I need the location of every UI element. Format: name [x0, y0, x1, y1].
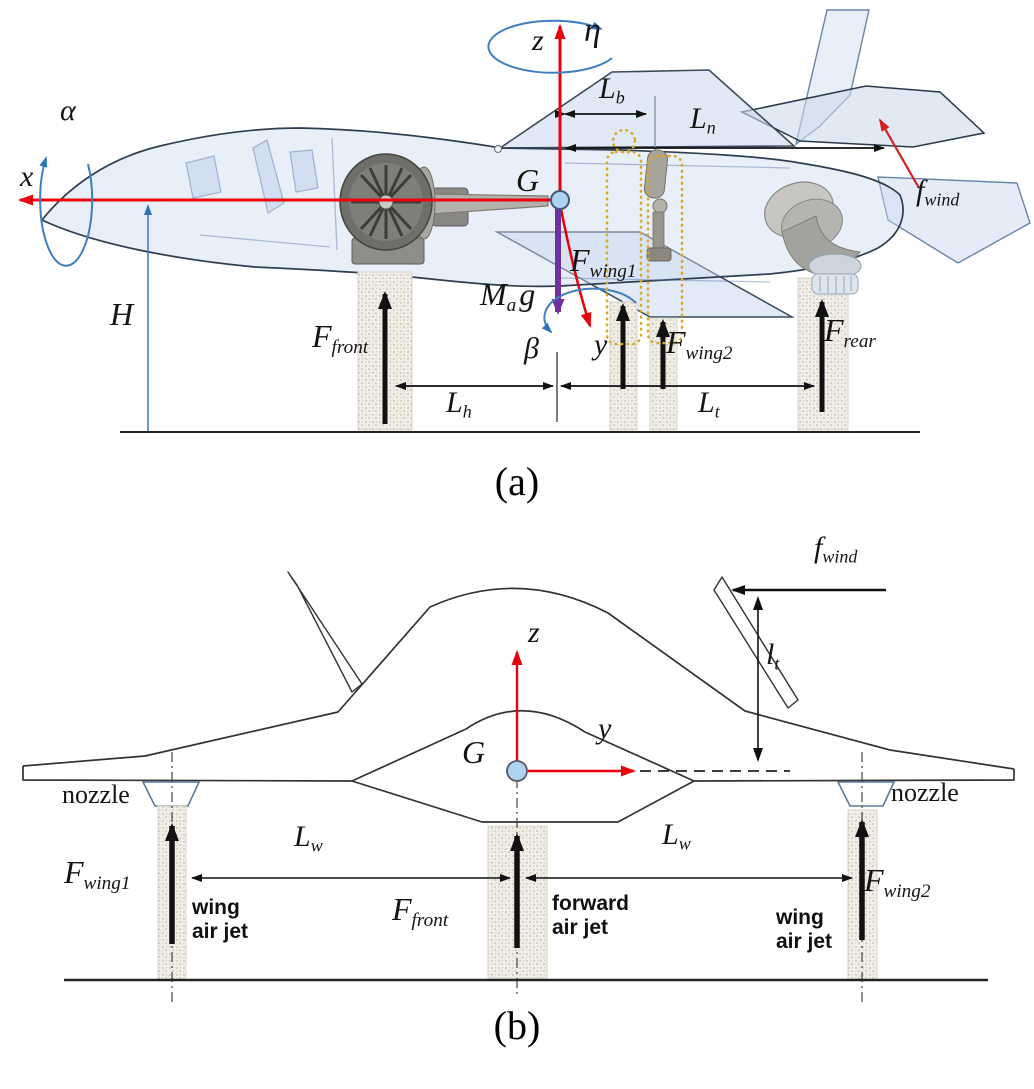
force-arrows-b	[172, 818, 862, 948]
label-force-Fwing2-a: $F_{wing2}$	[666, 324, 733, 364]
label-cg-b: G	[462, 734, 486, 770]
label-dim-Lh: $L_h$	[446, 386, 472, 422]
label-dim-Lt: $L_t$	[698, 386, 720, 422]
label-dim-Lb: $L_b$	[599, 72, 625, 108]
label-z-axis-b: z	[528, 616, 540, 649]
label-dim-Ln: $L_n$	[690, 102, 716, 138]
label-force-Fwing1-a: $F_{wing1}$	[570, 242, 637, 282]
label-z-axis-a: z	[532, 24, 544, 57]
label-dim-Lw-right: $L_w$	[662, 818, 691, 854]
label-roll-angle-alpha: α	[60, 94, 76, 127]
label-force-Ffront-b: $F_{front}$	[392, 891, 449, 931]
label-wind-force-a: $f_{wind}$	[916, 174, 960, 210]
label-force-Fwing2-b: $F_{wing2}$	[864, 862, 931, 902]
label-y-axis-b: y	[598, 712, 612, 745]
label-force-Frear: $F_{rear}$	[824, 312, 876, 352]
label-nozzle-left: nozzle	[62, 780, 130, 809]
label-forward-air-jet: forward air jet	[552, 892, 630, 940]
nozzle-left-shape	[143, 782, 199, 806]
label-force-Ffront-a: $F_{front}$	[312, 318, 369, 358]
label-dim-lt: $l_t$	[766, 638, 780, 674]
label-wing-air-jet-right: wing air jet	[776, 906, 833, 954]
front-intake-arc	[466, 711, 585, 732]
caption-a: (a)	[494, 459, 540, 504]
label-force-Fwing1-b: $F_{wing1}$	[64, 854, 131, 894]
label-yaw-angle-eta: η	[584, 12, 601, 49]
label-pitch-angle-beta: β	[524, 332, 539, 365]
cg-marker-a	[551, 191, 569, 209]
wing-root-pivot	[495, 146, 502, 153]
label-wind-force-b: $f_{wind}$	[814, 531, 858, 567]
label-dim-Lw-left: $L_w$	[294, 820, 323, 856]
label-y-axis-a: y	[594, 328, 608, 361]
label-height-H: H	[110, 296, 134, 332]
front-fin-right	[714, 577, 798, 708]
caption-b: (b)	[493, 1003, 541, 1048]
label-x-axis: x	[20, 160, 34, 193]
front-chin-left	[352, 729, 466, 781]
side-wing	[500, 70, 794, 148]
cg-marker-b	[507, 761, 527, 781]
front-fin-left	[288, 572, 362, 692]
nozzles-front	[143, 782, 894, 806]
nozzle-right-shape	[838, 782, 894, 806]
label-cg-a: G	[516, 162, 540, 198]
front-upper-outline	[23, 588, 1014, 769]
label-nozzle-right: nozzle	[891, 778, 959, 807]
label-wing-air-jet-left: wing air jet	[192, 896, 249, 944]
label-gravity-Mag: $M_ag$	[480, 276, 536, 316]
aircraft-front-view	[23, 572, 1014, 822]
